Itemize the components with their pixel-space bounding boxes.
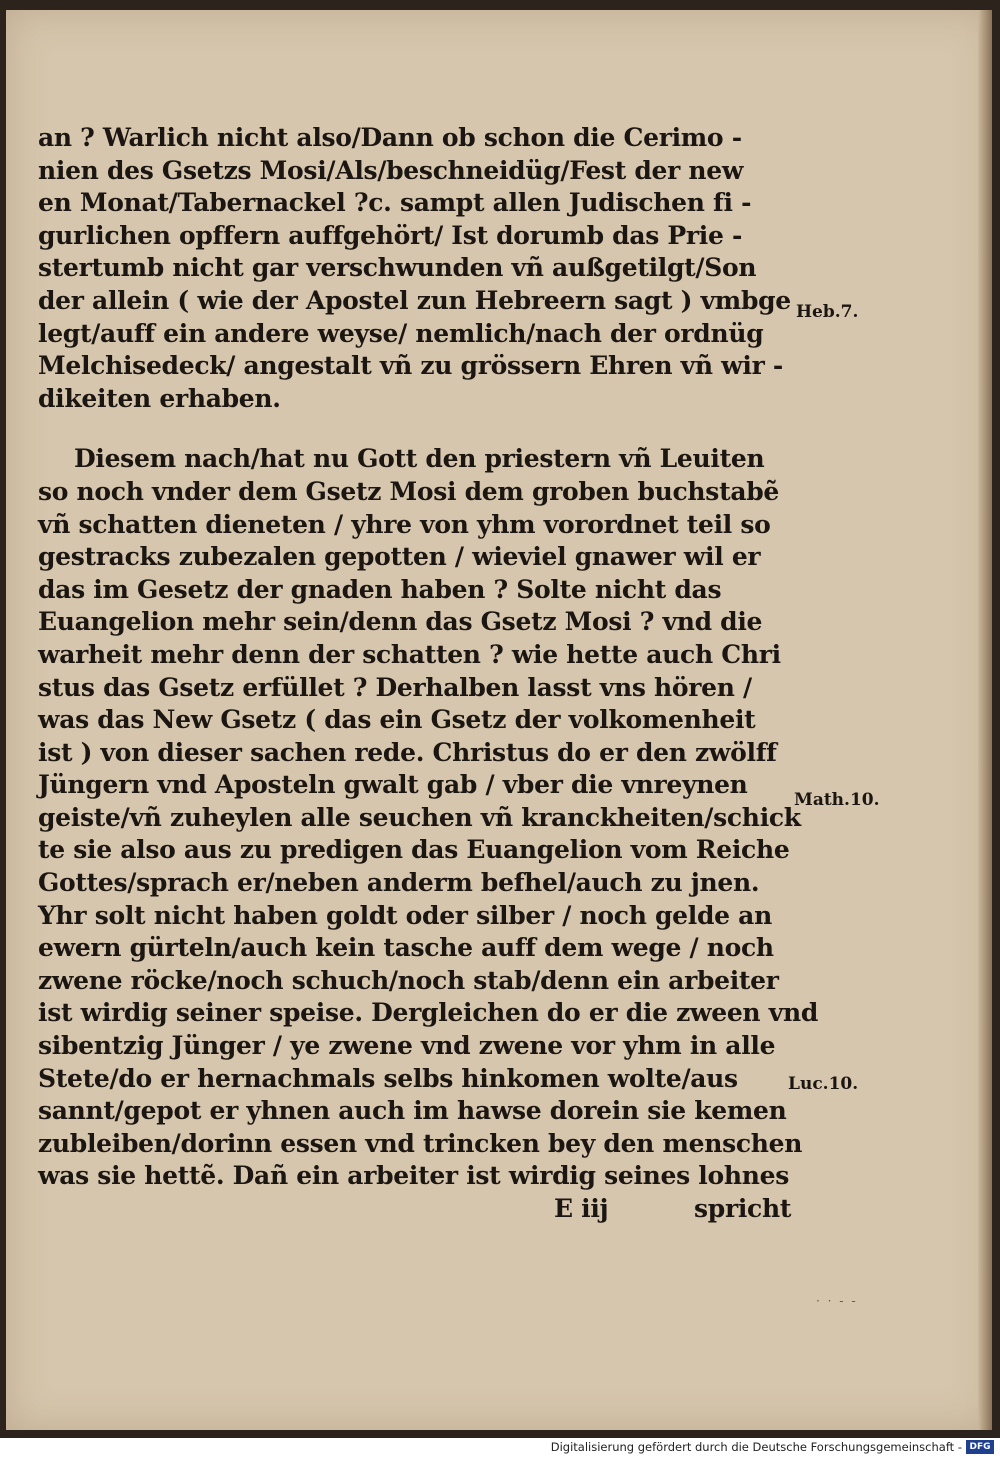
text-line: legt/auff ein andere weyse/ nemlich/nach der ordnüg [38, 318, 764, 348]
text-line: geiste/vñ zuheylen alle seuchen vñ kranckheiten/schick [38, 802, 801, 832]
text-line: sannt/gepot er yhnen auch im hawse dorein sie kemen [38, 1096, 787, 1126]
text-line: sibentzig Jünger / ye zwene vnd zwene vor yhm in alle [38, 1031, 776, 1061]
margin-note-hebrews: Heb.7. [796, 302, 859, 322]
text-line: was sie hettẽ. Dañ ein arbeiter ist wirdig seines lohnes [38, 1161, 790, 1191]
text-line: gurlichen opffern auffgehört/ Ist dorumb das Prie - [38, 220, 743, 250]
text-line: zubleiben/dorinn essen vnd trincken bey den menschen [38, 1128, 803, 1158]
text-line: das im Gesetz der gnaden haben ? Solte nicht das [38, 574, 722, 604]
text-line: te sie also aus zu predigen das Euangelion vom Reiche [38, 835, 790, 865]
margin-note-matthew: Math.10. [794, 790, 880, 810]
text-line: nien des Gsetzs Mosi/Als/beschneidüg/Fest der new [38, 155, 744, 185]
paper-speck: · · - - [816, 1294, 858, 1308]
main-text-block [38, 122, 818, 1226]
text-line: stus das Gsetz erfüllet ? Derhalben lasst vns hören / [38, 672, 752, 702]
text-line: Jüngern vnd Aposteln gwalt gab / vber die vnreynen [38, 770, 748, 800]
text-line: an ? Warlich nicht also/Dann ob schon die Cerimo - [38, 123, 742, 152]
text-line: Diesem nach/hat nu Gott den priestern vñ Leuiten [74, 444, 765, 474]
text-line: Stete/do er hernachmals selbs hinkomen wolte/aus [38, 1063, 738, 1093]
text-line: der allein ( wie der Apostel zun Hebreern sagt ) vmbge [38, 285, 791, 315]
signature-mark: E iij [554, 1194, 609, 1223]
dfg-logo: DFG [966, 1440, 994, 1454]
text-line: ist ) von dieser sachen rede. Christus do er den zwölff [38, 737, 777, 767]
catchword: spricht [694, 1194, 792, 1223]
text-line: Gottes/sprach er/neben anderm befhel/auch zu jnen. [38, 868, 760, 898]
text-line: gestracks zubezalen gepotten / wieviel gnawer wil er [38, 542, 761, 572]
text-line: ewern gürteln/auch kein tasche auff dem wege / noch [38, 933, 774, 963]
text-line: en Monat/Tabernackel ?c. sampt allen Judischen fi - [38, 188, 752, 218]
text-line: ist wirdig seiner speise. Dergleichen do er die zween vnd [38, 998, 818, 1028]
text-line: so noch vnder dem Gsetz Mosi dem groben buchstabẽ [38, 476, 780, 506]
text-line: stertumb nicht gar verschwunden vñ außgetilgt/Son [38, 253, 757, 283]
text-line: Yhr solt nicht haben goldt oder silber / noch gelde an [38, 900, 772, 930]
text-line: warheit mehr denn der schatten ? wie hette auch Chri [38, 639, 781, 669]
book-page [6, 10, 992, 1430]
text-line: Euangelion mehr sein/denn das Gsetz Mosi ? vnd die [38, 607, 763, 637]
margin-note-luke: Luc.10. [788, 1074, 859, 1094]
page-edge [978, 10, 992, 1430]
signature-line [38, 1193, 798, 1226]
paragraph-gap [38, 415, 798, 443]
text-line: vñ schatten dieneten / yhre von yhm vorordnet teil so [38, 509, 771, 539]
text-line: dikeiten erhaben. [38, 383, 281, 413]
digitization-footer [0, 1438, 1000, 1457]
text-line: zwene röcke/noch schuch/noch stab/denn ein arbeiter [38, 965, 779, 995]
text-line: Melchisedeck/ angestalt vñ zu grössern Ehren vñ wir - [38, 351, 783, 381]
footer-credit: Digitalisierung gefördert durch die Deutsche Forschungsgemeinschaft - [550, 1440, 962, 1454]
text-line: was das New Gsetz ( das ein Gsetz der volkomenheit [38, 705, 756, 735]
